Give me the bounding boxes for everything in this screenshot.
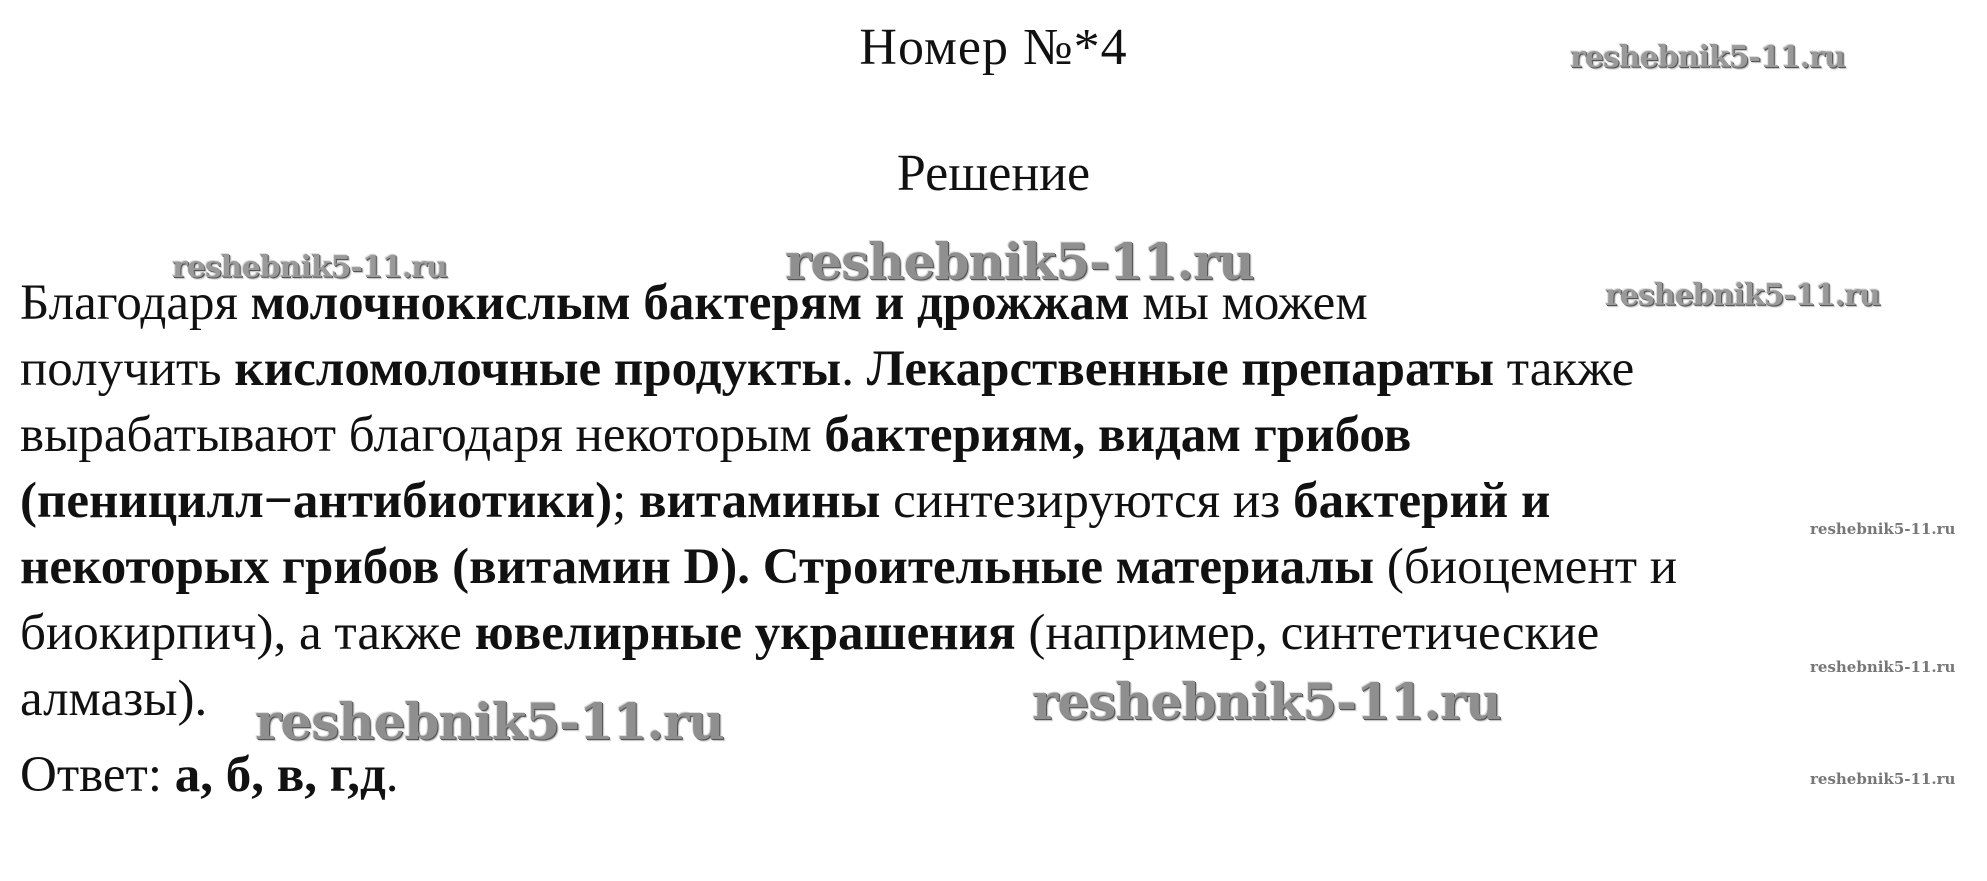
- paragraph-line: [20, 468, 1970, 534]
- text-run: получить: [20, 341, 235, 397]
- paragraph-line: [20, 600, 1970, 666]
- bold-run: ювелирные украшения: [474, 605, 1016, 661]
- text-run: алмазы).: [20, 671, 208, 727]
- watermark: reshebnik5-11.ru: [255, 692, 724, 751]
- section-heading: Решение: [896, 145, 1091, 202]
- watermark: reshebnik5-11.ru: [1032, 672, 1501, 731]
- text-run: (биоцемент и: [1374, 539, 1678, 595]
- bold-run: бактерий и: [1293, 473, 1551, 529]
- answer-value: а, б, в, г,д: [174, 747, 386, 803]
- page-title: Номер №*4: [859, 19, 1128, 76]
- paragraph-line: [20, 534, 1970, 600]
- text-run: также: [1494, 341, 1635, 397]
- answer-label: Ответ:: [20, 747, 175, 803]
- watermark: reshebnik5-11.ru: [1605, 278, 1880, 313]
- watermark: reshebnik5-11.ru: [1810, 520, 1956, 538]
- text-run: .: [841, 341, 867, 397]
- paragraph-line: [20, 336, 1970, 402]
- answer-end: .: [385, 747, 399, 803]
- bold-run: бактериям, видам грибов: [824, 407, 1412, 463]
- text-run: вырабатывают благодаря некоторым: [20, 407, 825, 463]
- text-run: синтезируются из: [880, 473, 1294, 529]
- watermark: reshebnik5-11.ru: [1810, 658, 1956, 676]
- text-run: ;: [612, 473, 639, 529]
- paragraph-line: [20, 402, 1970, 468]
- text-run: биокирпич), а также: [20, 605, 475, 661]
- watermark: reshebnik5-11.ru: [785, 232, 1254, 291]
- watermark: reshebnik5-11.ru: [1810, 770, 1956, 788]
- bold-run: (пеницилл−антибиотики): [20, 473, 613, 529]
- bold-run: Лекарственные препараты: [866, 341, 1495, 397]
- text-run: Благодаря: [20, 275, 251, 331]
- bold-run: молочнокислым бактерям и дрожжам: [250, 275, 1130, 331]
- bold-run: некоторых грибов (витамин D). Строительные материалы: [20, 539, 1375, 595]
- text-run: мы можем: [1129, 275, 1368, 331]
- bold-run: витамины: [638, 473, 881, 529]
- solution-paragraph: [20, 270, 1970, 732]
- answer-line: [20, 742, 399, 808]
- text-run: (например, синтетические: [1015, 605, 1600, 661]
- watermark: reshebnik5-11.ru: [1570, 40, 1845, 75]
- watermark: reshebnik5-11.ru: [172, 250, 447, 285]
- bold-run: кисломолочные продукты: [234, 341, 842, 397]
